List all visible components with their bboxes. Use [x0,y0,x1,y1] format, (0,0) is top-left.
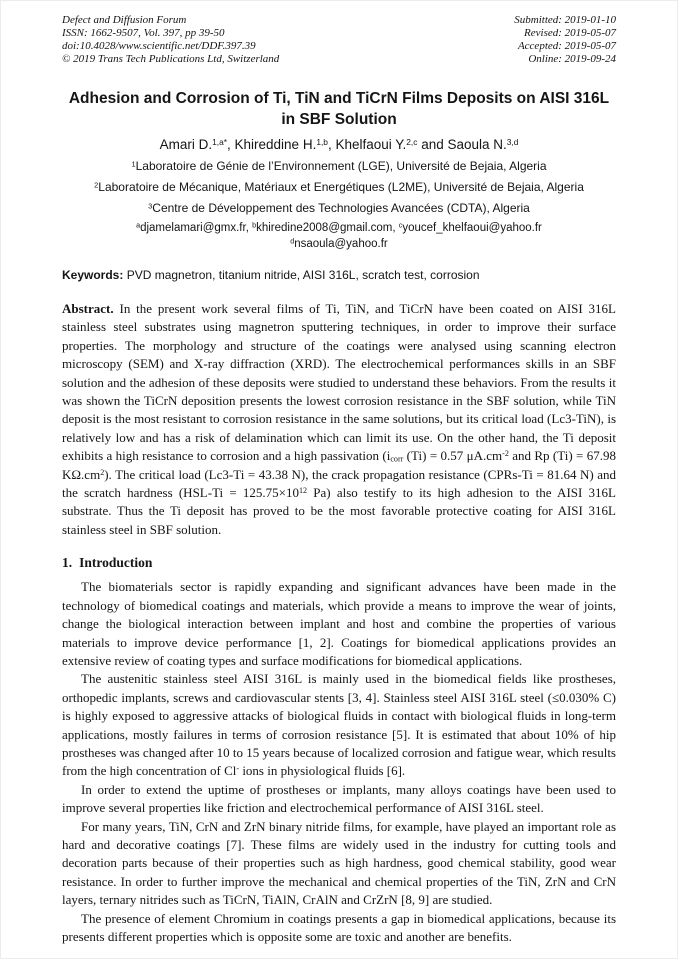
paper-title: Adhesion and Corrosion of Ti, TiN and TiCrN Films Deposits on AISI 316L in SBF Solution [68,90,610,128]
intro-paragraph-2 [62,670,616,780]
affiliation-text: Centre de Développement des Technologies Avancées (CDTA), Algeria [152,201,530,215]
author-superscript: 1,b [316,136,328,147]
affiliation-superscript: 1 [131,159,136,169]
email-superscript: c [398,221,403,230]
email-address: djamelamari@gmx.fr, [140,222,253,234]
abstract-text: ). The critical load (Lc3-Ti = 43.38 N), the crack propagation resistance (CPRs-Ti = 81.64 N) and the scratch hardness (HSL-Ti = 125.75×10 [62,466,616,501]
email-superscript: d [290,237,295,246]
abstract [62,300,616,539]
abstract-label: Abstract. [62,301,114,316]
author-line [62,137,616,152]
email-line-1 [62,220,616,236]
author-name: , Khelfaoui Y. [327,137,407,152]
affiliation-superscript: 2 [94,180,99,190]
abstract-text: Pa) also testify to its high adhesion to the AISI 316L substrate. Thus the Ti deposit has proved to be the most favorable protective coating for AISI 316L stainless steel in SBF solution. [62,485,617,537]
author-superscript: 3,d [506,136,519,147]
intro-paragraph-5: The presence of element Chromium in coatings presents a gap in biomedical applications, because its presents different properties which is opposite some are toxic and another are benefits. [62,910,616,944]
affiliation-line-3 [62,198,616,219]
keywords-label: Keywords: [62,268,124,282]
submitted-date: Submitted: 2019-01-10 [514,14,616,26]
issn-volume-line: ISSN: 1662-9507, Vol. 397, pp 39-50 [62,27,225,39]
email-superscript: a [136,221,141,230]
author-superscript: 1,a* [212,136,228,147]
abstract-subscript: corr [390,454,404,464]
affiliations [62,156,616,219]
submission-dates [514,14,616,66]
abstract-superscript: 12 [299,486,308,496]
page-header [62,14,616,66]
author-name: and Saoula N. [417,137,507,152]
section-title: Introduction [79,555,153,571]
email-address: youcef_khelfaoui@yahoo.fr [402,222,542,234]
affiliation-superscript: 3 [148,201,153,211]
copyright-line: © 2019 Trans Tech Publications Ltd, Switzerland [62,53,280,65]
author-superscript: 2,c [406,136,418,147]
abstract-superscript: 2 [100,467,105,477]
journal-name: Defect and Diffusion Forum [62,14,187,26]
intro-paragraph-4: For many years, TiN, CrN and ZrN binary nitride films, for example, have played an important role as hard and decorative coatings [7]. These films are widely used in the industry for cutting tools and decoration parts because of their properties such as high hardness, good chemical stability, good wear resistance. In order to further improve the mechanical and chemical properties of the TiN, ZrN and CrN layers, ternary nitrides such as TiCrN, TiAlN, CrAlN and CrZrN [8, 9] are studied. [62,818,616,908]
revised-date: Revised: 2019-05-07 [524,27,616,39]
online-date: Online: 2019-09-24 [528,53,616,65]
keywords-text: PVD magnetron, titanium nitride, AISI 316L, scratch test, corrosion [123,268,480,282]
affiliation-line-2 [62,177,616,198]
abstract-text: and Rp (Ti) = 67.98 KΩ.cm [62,448,616,482]
abstract-text: (Ti) = 0.57 μA.cm [403,448,503,464]
abstract-superscript: -2 [502,449,509,459]
email-block [62,220,616,252]
doi-line: doi:10.4028/www.scientific.net/DDF.397.39 [62,40,256,52]
email-line-2 [62,236,616,252]
paragraph-text: ions in physiological fluids [6]. [239,763,406,779]
keywords-line [62,267,616,283]
author-name: , Khireddine H. [227,137,317,152]
abstract-text: In the present work several films of Ti, TiN, and TiCrN have been coated on AISI 316L stainless steel substrates using magnetron sputtering techniques, in order to improve their surface properties. The morphology and structure of the coatings were analysed using scanning electron microscopy (SEM) and X-ray diffraction (XRD). The electrochemical performances skills in an SBF solution and the adhesion of these deposits were studied to understand these behaviors. From the results it was shown the TiCrN deposition presents the lowest corrosion resistance in the SBF solution, while TiN deposit is the most resistant to corrosion resistance in the same solutions, but its critical load (Lc3-TiN), is relatively low and has a risk of delamination which can limit its use. On the other hand, the Ti deposit exhibits a high resistance to corrosion and a high passivation (i [62,301,616,464]
author-name: Amari D. [159,137,213,152]
journal-info [62,14,279,66]
intro-paragraph-1: The biomaterials sector is rapidly expanding and significant advances have been made in the technology of biomedical coatings and materials, which provide a means to improve the wear of joints, change the biological interaction between implant and host and combine the properties of various materials to improve device performance [1, 2]. Coatings for biomedical applications provides an extensive review of coating types and surface modifications for biomedical applications. [62,579,616,668]
accepted-date: Accepted: 2019-05-07 [517,40,616,52]
intro-paragraph-3: In order to extend the uptime of prostheses or implants, many alloys coatings have been used to improve several properties like friction and electrochemical performance of AISI 316L steel. [62,781,616,816]
email-superscript: b [252,221,257,230]
email-address: khiredine2008@gmail.com, [256,222,399,234]
section-number: 1. [62,555,73,571]
section-heading-introduction [62,555,616,571]
affiliation-text: Laboratoire de Mécanique, Matériaux et Energétiques (L2ME), Université de Bejaia, Algeria [98,180,584,194]
paragraph-text: The austenitic stainless steel AISI 316L is mainly used in the biomedical fields like prostheses, orthopedic implants, screws and cardiovascular stents [3, 4]. Stainless steel AISI 316L steel (≤0.030% C) is highly exposed to aggressive attacks of biological fluids in contact with biological fluids in long-term applications, mostly failures in terms of corrosion resistance [5]. It is estimated that about 10% of hip prostheses was changed after 10 to 15 years because of localized corrosion and fatigue wear, which results from the high concentration of Cl [62,671,616,779]
affiliation-text: Laboratoire de Génie de l’Environnement (LGE), Université de Bejaia, Algeria [135,159,547,173]
affiliation-line-1 [62,156,616,177]
email-address: nsaoula@yahoo.fr [294,238,388,250]
chloride-superscript: - [236,764,240,774]
